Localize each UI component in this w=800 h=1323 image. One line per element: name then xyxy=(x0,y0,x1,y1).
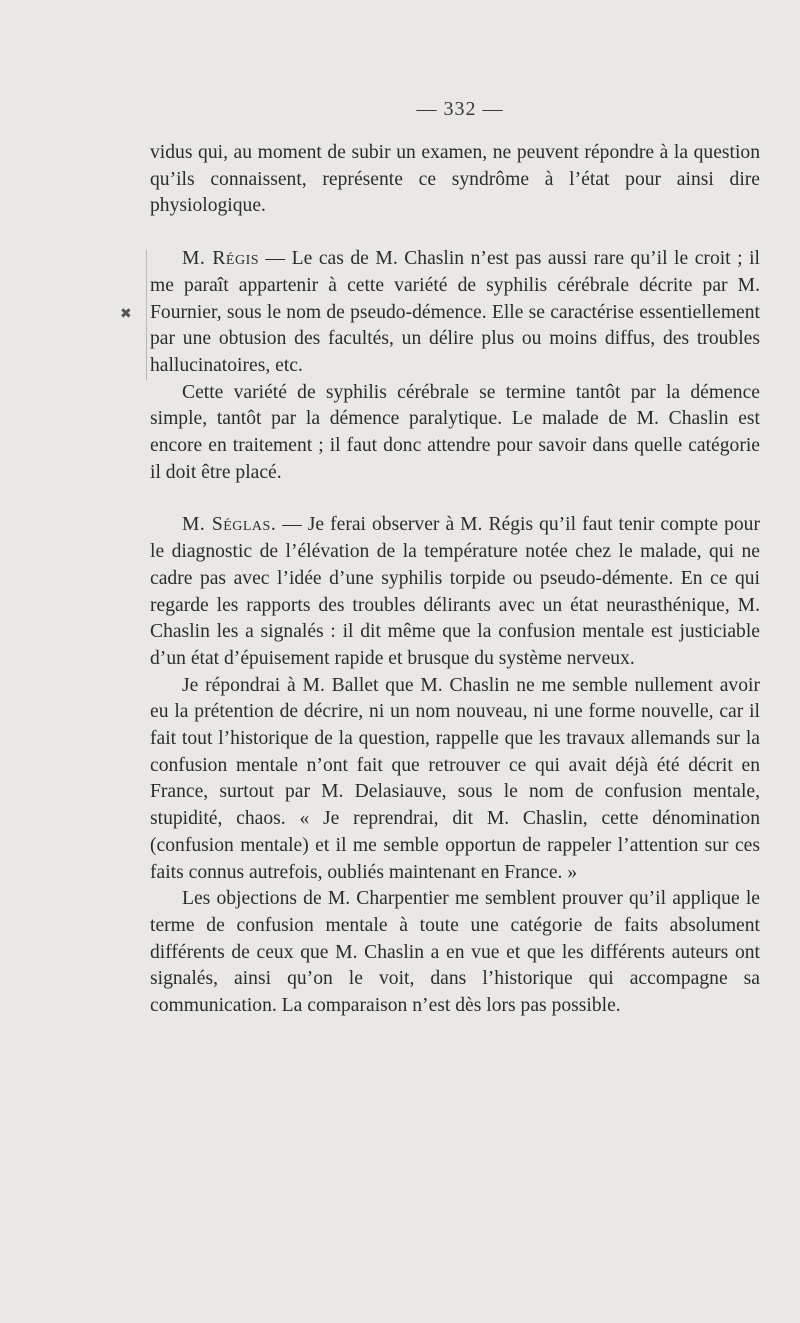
paragraph-seglas xyxy=(150,512,760,672)
margin-annotation-mark: ✖ xyxy=(120,307,132,322)
paragraph-regis xyxy=(150,246,760,380)
paragraph-text: — Je ferai observer à M. Régis qu’il faut tenir compte pour le diagnostic de l’élévation de la température notée chez le malade, qui ne cadre pas avec l’idée d’une syphilis torpide ou pseudo-démente. En ce qui regarde les rapports des troubles délirants avec un état neurasthénique, M. Chaslin les a signalés : il dit même que la confusion mentale est justiciable d’un état d’épuisement rapide et brusque du système nerveux. xyxy=(150,514,760,669)
paragraph-text: Je répondrai à M. Ballet que M. Chaslin ne me semble nullement avoir eu la prétention de décrire, ni un nom nouveau, ni une forme nouvelle, car il fait tout l’historique de la question, rappelle que les travaux allemands sur la confusion mentale n’ont fait que retrouver ce qui avait déjà été décrit en France, surtout par M. Delasiauve, sous le nom de confusion mentale, stupidité, chaos. « Je reprendrai, dit M. Chaslin, cette dénomination (confusion mentale) et il me semble opportun de rappeler l’attention sur ces faits connus autrefois, oubliés maintenant en France. » xyxy=(150,674,760,883)
margin-annotation-line xyxy=(146,250,147,380)
paragraph-text: — Le cas de M. Chaslin n’est pas aussi rare qu’il le croit ; il me paraît appartenir à cette variété de syphilis cérébrale décrite par M. Fournier, sous le nom de pseudo-démence. Elle se caractérise essentiellement par une obtusion des facultés, un délire plus ou moins diffus, des troubles hallucinatoires, etc. xyxy=(150,248,760,376)
paragraph-text: vidus qui, au moment de subir un examen, ne peuvent répondre à la question qu’ils connaissent, représente ce syndrôme à l’état pour ainsi dire physiologique. xyxy=(150,142,760,217)
paragraph-text: Cette variété de syphilis cérébrale se termine tantôt par la démence simple, tantôt par la démence paralytique. Le malade de M. Chaslin est encore en traitement ; il faut donc attendre pour savoir dans quelle catégorie il doit être placé. xyxy=(150,381,760,483)
paragraph xyxy=(150,886,760,1020)
paragraph xyxy=(150,673,760,887)
page-number: — 332 — xyxy=(416,98,504,120)
body-text xyxy=(150,140,760,1020)
paragraph-text: Les objections de M. Charpentier me semblent prouver qu’il applique le terme de confusion mentale à toute une catégorie de faits absolument différents de ceux que M. Chaslin a en vue et que les différents auteurs ont signalés, ainsi qu’on le voit, dans l’historique qui accompagne sa communication. La comparaison n’est dès lors pas possible. xyxy=(150,888,760,1017)
speaker-name: M. Régis xyxy=(182,248,260,270)
paragraph xyxy=(150,380,760,487)
speaker-name: M. Séglas. xyxy=(182,514,277,536)
paragraph-continuation xyxy=(150,140,760,220)
